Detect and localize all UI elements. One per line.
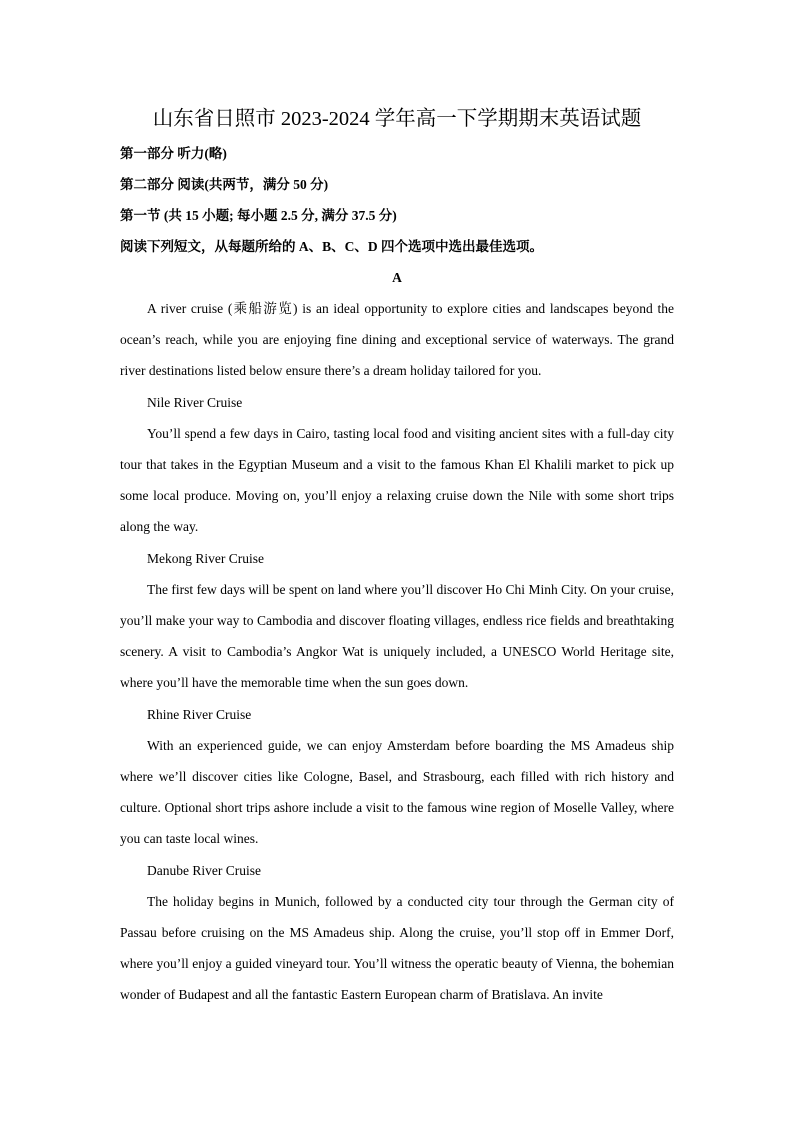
section1-heading: 第一节 (共 15 小题; 每小题 2.5 分, 满分 37.5 分) bbox=[120, 208, 397, 223]
part1-heading: 第一部分 听力(略) bbox=[120, 146, 227, 161]
cruise-title-rhine: Rhine River Cruise bbox=[147, 706, 252, 722]
cruise-title-nile: Nile River Cruise bbox=[147, 394, 243, 410]
cruise-text-mekong: The first few days will be spent on land where you’ll discover Ho Chi Minh City. On your cruise, you’ll make your way to Cambodia and discover floating villages, endless rice fields and breathtaking scenery. A visit to Cambodia’s Angkor Wat is uniquely included, a UNESCO World Heritage site, where you’ll have the memorable time when the sun goes down. bbox=[120, 581, 674, 691]
cruise-title-danube: Danube River Cruise bbox=[147, 862, 261, 878]
cruise-text-nile: You’ll spend a few days in Cairo, tasting local food and visiting ancient sites with a full-day city tour that takes in the Egyptian Museum and a visit to the famous Khan El Khalili market to pick up some local produce. Moving on, you’ll enjoy a relaxing cruise down the Nile with some short trips along the way. bbox=[120, 425, 674, 535]
passage-letter: A bbox=[392, 270, 402, 285]
cruise-text-rhine: With an experienced guide, we can enjoy Amsterdam before boarding the MS Amadeus ship where we’ll discover cities like Cologne, Basel, and Strasbourg, each filled with rich history and culture. Optional short trips ashore include a visit to the famous wine region of Moselle Valley, where you can taste local wines. bbox=[120, 737, 674, 847]
document-page bbox=[120, 104, 674, 1011]
exam-title: 山东省日照市 2023-2024 学年高一下学期期末英语试题 bbox=[152, 108, 642, 130]
instruction-heading: 阅读下列短文，从每题所给的 A、B、C、D 四个选项中选出最佳选项。 bbox=[120, 239, 544, 254]
cruise-title-mekong: Mekong River Cruise bbox=[147, 550, 264, 566]
cruise-text-danube: The holiday begins in Munich, followed by a conducted city tour through the German city of Passau before cruising on the MS Amadeus ship. Along the cruise, you’ll stop off in Emmer Dorf, where you’ll enjoy a guided vineyard tour. You’ll witness the operatic beauty of Vienna, the bohemian wonder of Budapest and all the fantastic Eastern European charm of Bratislava. An invite bbox=[120, 893, 674, 1003]
intro-paragraph: A river cruise (乘船游览) is an ideal opportunity to explore cities and landscapes beyond the ocean’s reach, while you are enjoying fine dining and exceptional service of waterways. The grand river destinations listed below ensure there’s a dream holiday tailored for you. bbox=[120, 301, 674, 379]
part2-heading: 第二部分 阅读(共两节，满分 50 分) bbox=[120, 177, 329, 192]
